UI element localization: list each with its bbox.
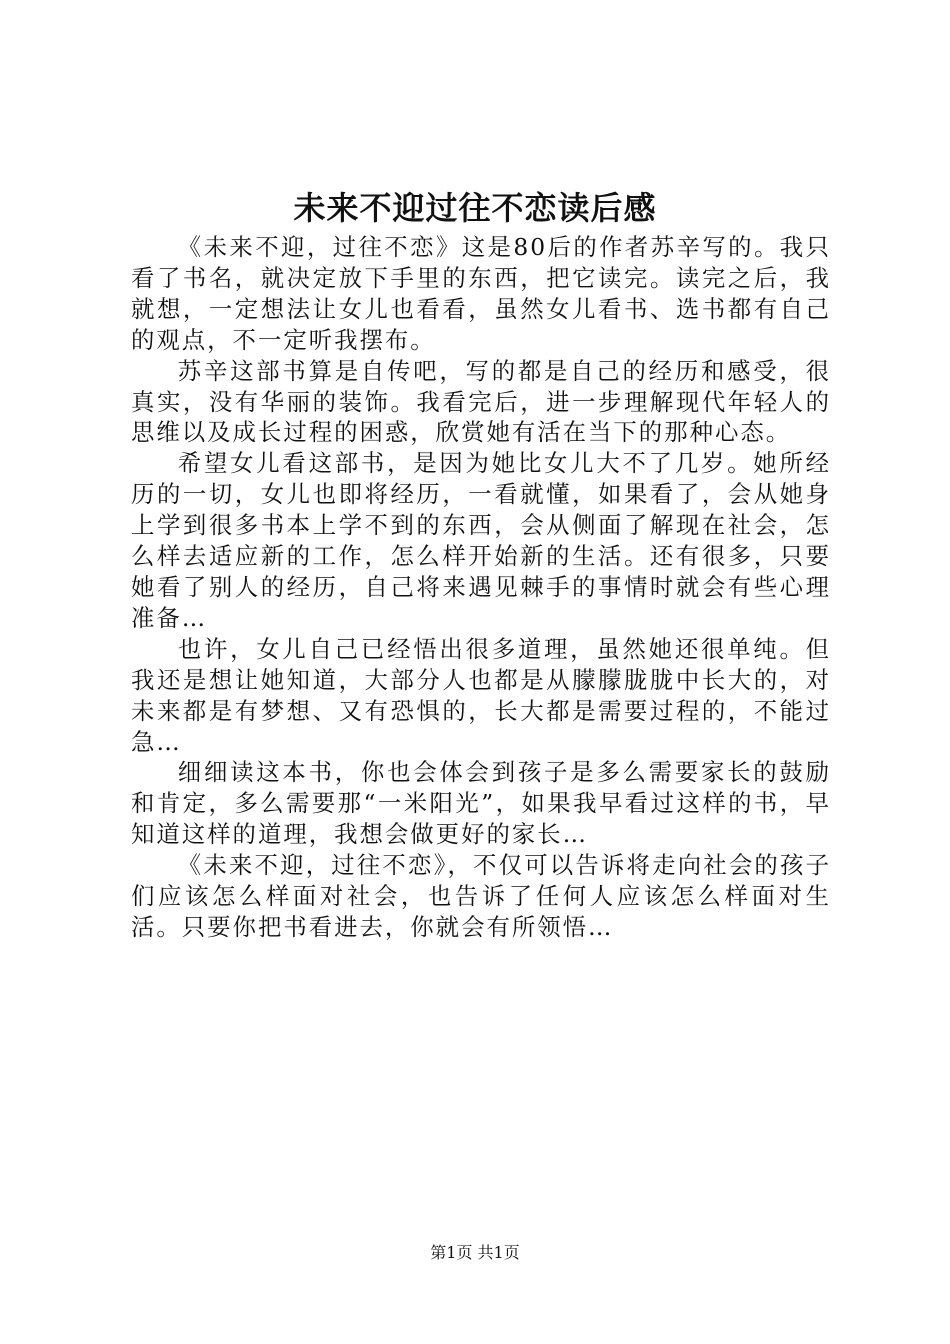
- paragraph: 苏辛这部书算是自传吧，写的都是自己的经历和感受，很真实，没有华丽的装饰。我看完后，进一步理解现代年轻人的思维以及成长过程的困惑，欣赏她有活在当下的那种心态。: [131, 356, 831, 447]
- paragraph: 《未来不迎，过往不恋》这是80后的作者苏辛写的。我只看了书名，就决定放下手里的东西，把它读完。读完之后，我就想，一定想法让女儿也看看，虽然女儿看书、选书都有自己的观点，不一定听我摆布。: [131, 233, 831, 354]
- document-title: 未来不迎过往不恋读后感: [293, 189, 657, 227]
- paragraph: 《未来不迎，过往不恋》，不仅可以告诉将走向社会的孩子们应该怎么样面对社会，也告诉了任何人应该怎么样面对生活。只要你把书看进去，你就会有所领悟…: [131, 851, 831, 941]
- page-footer: 第1页 共1页: [430, 1243, 520, 1262]
- paragraph: 细细读这本书，你也会体会到孩子是多么需要家长的鼓励和肯定，多么需要那“一米阳光”，如果我早看过这样的书，早知道这样的道理，我想会做更好的家长…: [131, 758, 831, 849]
- paragraph: 希望女儿看这部书，是因为她比女儿大不了几岁。她所经历的一切，女儿也即将经历，一看就懂，如果看了，会从她身上学到很多书本上学不到的东西，会从侧面了解现在社会，怎么样去适应新的工作，怎么样开始新的生活。还有很多，只要她看了别人的经历，自己将来遇见棘手的事情时就会有些心理准备…: [131, 449, 831, 632]
- document-body: [131, 232, 831, 943]
- paragraph: 也许，女儿自己已经悟出很多道理，虽然她还很单纯。但我还是想让她知道，大部分人也都是从朦朦胧胧中长大的，对未来都是有梦想、又有恐惧的，长大都是需要过程的，不能过急…: [131, 634, 831, 756]
